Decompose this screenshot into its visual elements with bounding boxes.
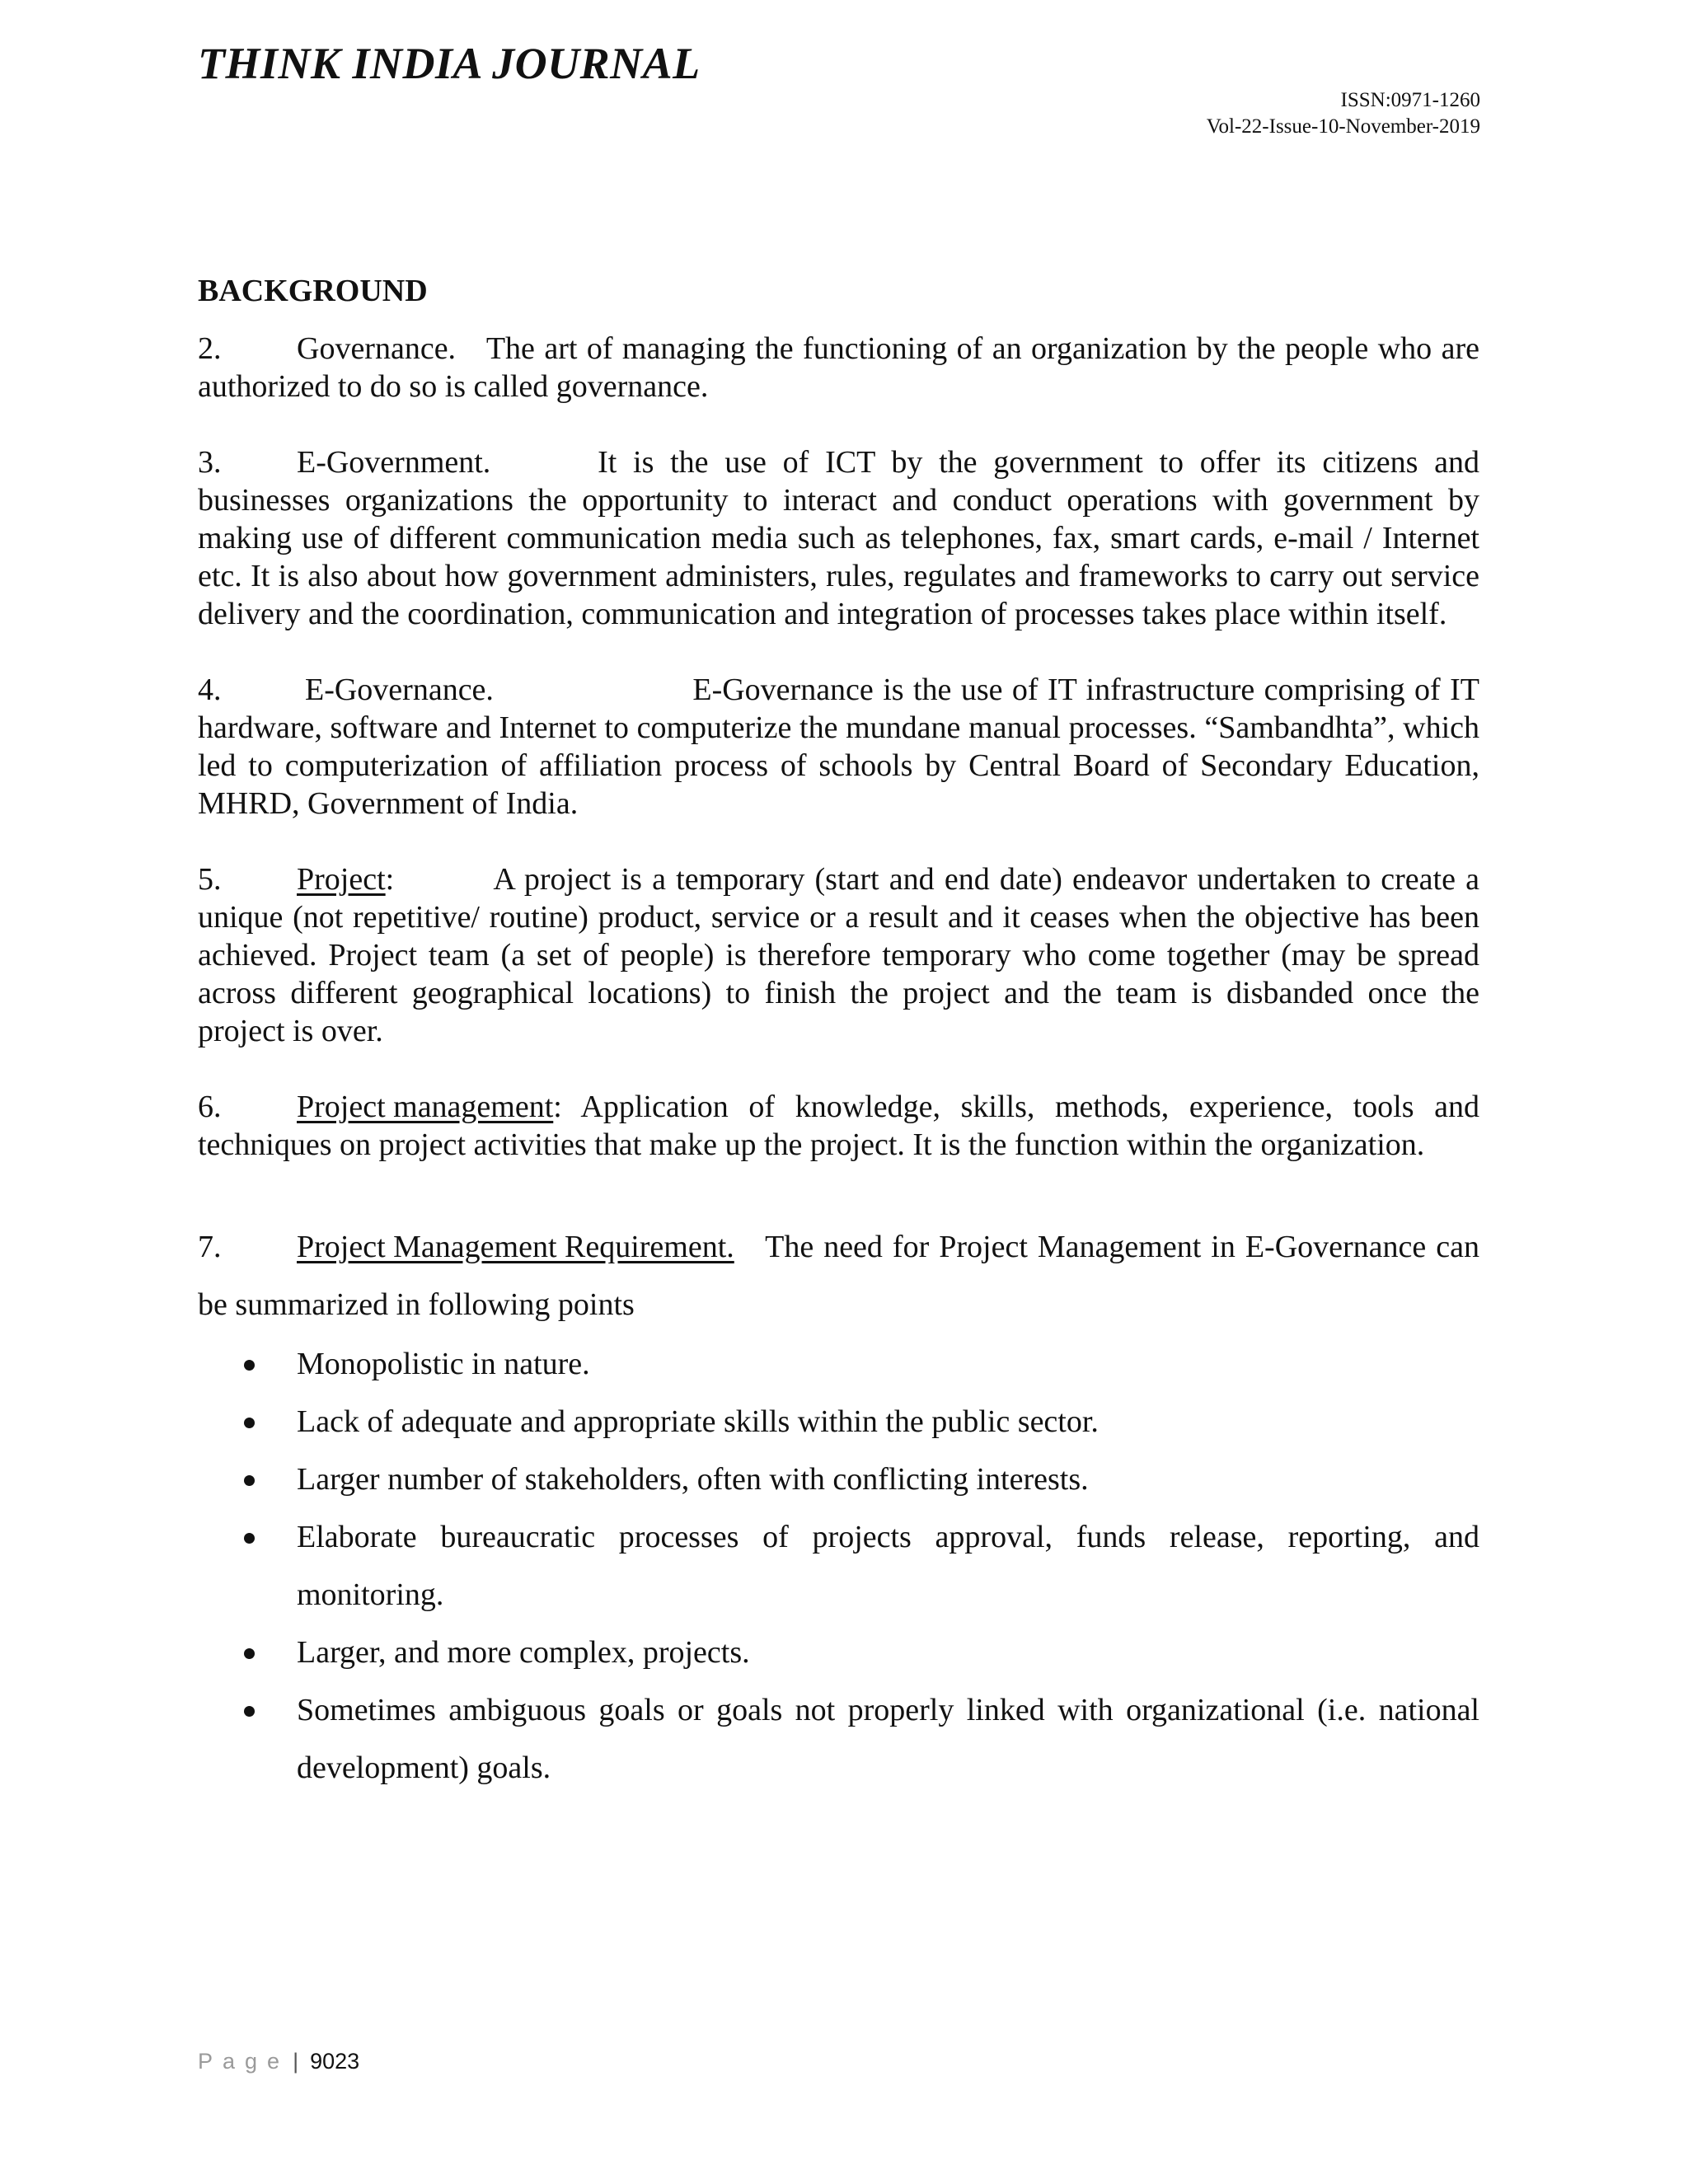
article-body: [198, 272, 1479, 1797]
bullet-icon: [244, 1648, 255, 1659]
bullet-icon: [244, 1360, 255, 1371]
term-suffix: :: [553, 1090, 562, 1124]
paragraph-text: E-Governance is the use of IT infrastructure comprising of IT hardware, software and Internet to computerize the mundane manual processes. “Sambandhta”, which led to computerization of affiliation process of schools by Central Board of Secondary Education, MHRD, Government of India.: [198, 673, 1479, 821]
bullet-icon: [244, 1418, 255, 1428]
bullet-icon: [244, 1706, 255, 1717]
paragraph-number: 7.: [198, 1230, 222, 1264]
paragraph-number: 4.: [198, 673, 222, 707]
paragraph-text: The art of managing the functioning of an organization by the people who are authorized to do so is called governance.: [198, 331, 1479, 404]
list-item: Lack of adequate and appropriate skills within the public sector.: [198, 1393, 1479, 1451]
paragraph-text: A project is a temporary (start and end date) endeavor undertaken to create a unique (not repetitive/ routine) product, service or a result and it ceases when the objective has been achieved. Project team (a set of people) is therefore temporary who come together (may be spread across different geographical locations) to finish the project and the team is disbanded once the project is over.: [198, 862, 1480, 1048]
page-label: Page: [198, 2049, 290, 2074]
term-suffix: :: [385, 862, 395, 897]
section-heading: BACKGROUND: [198, 274, 428, 308]
paragraph-text: It is the use of ICT by the government to offer its citizens and businesses organizations the opportunity to interact and conduct operations with government by making use of different communication media such as telephones, fax, smart cards, e-mail / Internet etc. It is also about how government administers, rules, regulates and frameworks to carry out service delivery and the coordination, communication and integration of processes takes place within itself.: [198, 445, 1479, 631]
paragraph-text: The need for Project Management in E-Governance can be summarized in following points: [198, 1230, 1479, 1322]
paragraph-project: [198, 860, 1479, 1050]
footer-separator: |: [293, 2049, 299, 2074]
paragraph-pm-requirement: [198, 1218, 1479, 1333]
journal-title: THINK INDIA JOURNAL: [198, 39, 701, 88]
paragraph-e-government: [198, 443, 1479, 633]
bullet-icon: [244, 1475, 255, 1486]
term-project-management: Project management: [297, 1090, 554, 1124]
term-e-governance: E-Governance.: [305, 673, 494, 707]
paragraph-number: 3.: [198, 445, 222, 480]
list-item: Monopolistic in nature.: [198, 1335, 1479, 1393]
term-pm-requirement: Project Management Requirement.: [297, 1230, 734, 1264]
paragraph-e-governance: [198, 671, 1479, 823]
issn: ISSN:0971-1260: [1340, 89, 1480, 111]
volume-issue: Vol-22-Issue-10-November-2019: [1206, 115, 1480, 138]
paragraph-project-management: [198, 1088, 1479, 1164]
paragraph-governance: [198, 330, 1479, 405]
paragraph-number: 5.: [198, 862, 222, 897]
list-item: Larger number of stakeholders, often with conflicting interests.: [198, 1451, 1479, 1508]
requirement-list: [198, 1335, 1479, 1797]
publication-meta: [1207, 87, 1480, 140]
term-governance: Governance.: [297, 331, 457, 366]
paragraph-text: Application of knowledge, skills, methods, experience, tools and techniques on project activities that make up the project. It is the function within the organization.: [198, 1090, 1479, 1162]
term-e-government: E-Government.: [297, 445, 491, 480]
paragraph-number: 6.: [198, 1090, 222, 1124]
list-item: Larger, and more complex, projects.: [198, 1624, 1479, 1681]
page-number: 9023: [310, 2049, 360, 2074]
page-footer: [198, 2049, 359, 2074]
list-item: Sometimes ambiguous goals or goals not properly linked with organizational (i.e. national development) goals.: [198, 1681, 1479, 1797]
bullet-icon: [244, 1533, 255, 1544]
list-item: Elaborate bureaucratic processes of projects approval, funds release, reporting, and monitoring.: [198, 1508, 1479, 1624]
term-project: Project: [297, 862, 386, 897]
paragraph-number: 2.: [198, 331, 222, 366]
